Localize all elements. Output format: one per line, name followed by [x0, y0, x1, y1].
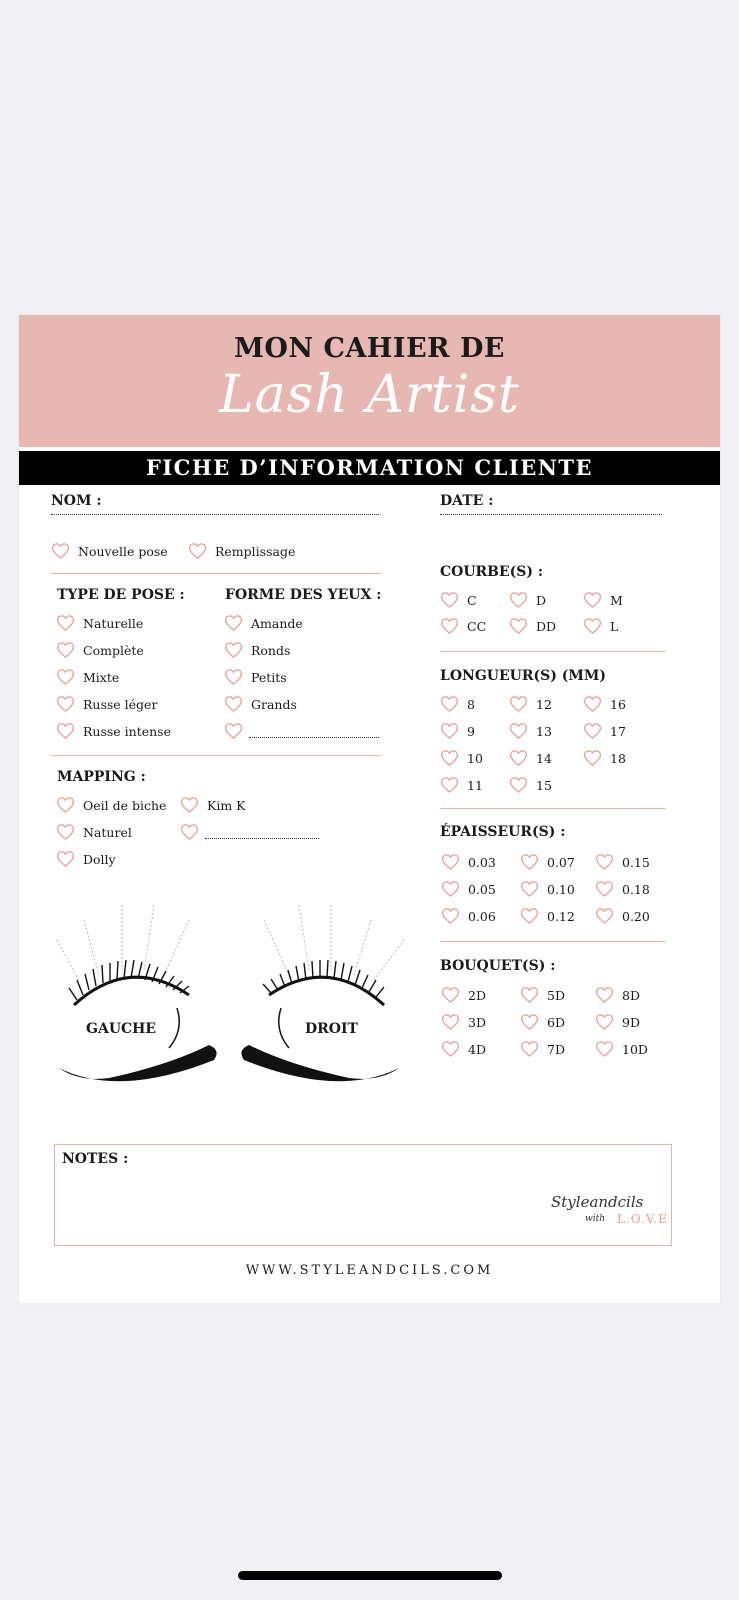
- option-label: DD: [536, 618, 557, 634]
- option-label: M: [610, 592, 623, 608]
- option-complete[interactable]: [56, 640, 144, 660]
- other-mapping-field[interactable]: [205, 838, 319, 839]
- option-label: Petits: [251, 669, 287, 685]
- option-label: 14: [536, 750, 552, 766]
- option-label: Ronds: [251, 642, 291, 658]
- epaisseur-label: ÉPAISSEUR(S) :: [440, 824, 566, 840]
- option-epaisseur-015[interactable]: [595, 852, 650, 872]
- header-script-title: Lash Artist: [219, 365, 520, 425]
- heart-checkbox-icon: [440, 591, 459, 609]
- option-label: 12: [536, 696, 552, 712]
- heart-checkbox-icon: [520, 986, 539, 1004]
- heart-checkbox-icon: [56, 722, 75, 740]
- heart-checkbox-icon: [224, 614, 243, 632]
- option-bouquet-10d[interactable]: [595, 1039, 648, 1059]
- heart-checkbox-icon: [56, 641, 75, 659]
- signature-logo: Styleandcils: [551, 1193, 644, 1211]
- longueur-label: LONGUEUR(S) (MM): [440, 668, 606, 684]
- heart-checkbox-icon: [583, 695, 602, 713]
- option-oeil-de-biche[interactable]: [56, 795, 166, 815]
- option-label: Naturelle: [83, 615, 144, 631]
- date-field[interactable]: [440, 514, 662, 515]
- heart-checkbox-icon: [441, 907, 460, 925]
- heart-checkbox-icon: [56, 695, 75, 713]
- option-courbe-c[interactable]: [440, 590, 477, 610]
- option-dolly[interactable]: [56, 849, 116, 869]
- heart-checkbox-icon: [224, 641, 243, 659]
- option-bouquet-5d[interactable]: [520, 985, 565, 1005]
- checkbox-label: Nouvelle pose: [78, 543, 168, 559]
- option-label: C: [467, 592, 477, 608]
- checkbox-refill[interactable]: [188, 541, 295, 561]
- option-bouquet-7d[interactable]: [520, 1039, 565, 1059]
- option-courbe-l[interactable]: [583, 616, 618, 636]
- left-eye-label: GAUCHE: [86, 1021, 157, 1037]
- option-bouquet-4d[interactable]: [441, 1039, 486, 1059]
- heart-checkbox-icon: [509, 722, 528, 740]
- option-bouquet-8d[interactable]: [595, 985, 640, 1005]
- heart-checkbox-icon: [583, 749, 602, 767]
- signature-sub: with: [585, 1214, 605, 1224]
- heart-checkbox-icon: [56, 614, 75, 632]
- option-petits[interactable]: [224, 667, 287, 687]
- option-bouquet-3d[interactable]: [441, 1012, 486, 1032]
- option-epaisseur-005[interactable]: [441, 879, 496, 899]
- option-longueur-16[interactable]: [583, 694, 626, 714]
- option-label: 0.15: [622, 854, 650, 870]
- option-courbe-m[interactable]: [583, 590, 623, 610]
- heart-checkbox-icon: [224, 668, 243, 686]
- other-eye-shape-field[interactable]: [249, 737, 379, 738]
- option-label: Complète: [83, 642, 144, 658]
- option-epaisseur-012[interactable]: [520, 906, 575, 926]
- heart-checkbox-icon: [440, 749, 459, 767]
- heart-checkbox-icon: [56, 668, 75, 686]
- forme-des-yeux-label: FORME DES YEUX :: [225, 587, 382, 603]
- option-label: 0.10: [547, 881, 575, 897]
- option-label: 0.07: [547, 854, 575, 870]
- option-label: 10D: [622, 1041, 648, 1057]
- option-other-eye-shape[interactable]: [224, 721, 251, 741]
- name-field[interactable]: [51, 514, 379, 515]
- divider: [440, 941, 666, 942]
- option-label: 0.05: [468, 881, 496, 897]
- heart-checkbox-icon: [595, 853, 614, 871]
- option-label: Grands: [251, 696, 297, 712]
- option-other-mapping[interactable]: [180, 822, 207, 842]
- home-indicator[interactable]: [238, 1571, 502, 1580]
- option-epaisseur-018[interactable]: [595, 879, 650, 899]
- notes-label: NOTES :: [62, 1151, 129, 1167]
- name-label: NOM :: [51, 493, 102, 509]
- option-kim-k[interactable]: [180, 795, 246, 815]
- option-label: 7D: [547, 1041, 565, 1057]
- option-longueur-18[interactable]: [583, 748, 626, 768]
- option-label: 17: [610, 723, 626, 739]
- heart-checkbox-icon: [520, 1013, 539, 1031]
- heart-checkbox-icon: [188, 542, 207, 560]
- heart-checkbox-icon: [440, 617, 459, 635]
- checkbox-label: Remplissage: [215, 543, 296, 559]
- heart-checkbox-icon: [441, 1040, 460, 1058]
- heart-checkbox-icon: [595, 880, 614, 898]
- heart-checkbox-icon: [595, 907, 614, 925]
- option-label: 4D: [468, 1041, 486, 1057]
- heart-checkbox-icon: [441, 1013, 460, 1031]
- heart-checkbox-icon: [520, 880, 539, 898]
- option-bouquet-9d[interactable]: [595, 1012, 640, 1032]
- divider: [440, 808, 666, 809]
- option-ronds[interactable]: [224, 640, 290, 660]
- option-label: 18: [610, 750, 626, 766]
- divider: [51, 755, 381, 756]
- option-bouquet-6d[interactable]: [520, 1012, 565, 1032]
- heart-checkbox-icon: [56, 850, 75, 868]
- option-label: 3D: [468, 1014, 486, 1030]
- option-label: Russe léger: [83, 696, 158, 712]
- option-russe-intense[interactable]: [56, 721, 171, 741]
- heart-checkbox-icon: [509, 695, 528, 713]
- header-banner: [19, 315, 720, 447]
- signature-love: L.O.V.E: [617, 1212, 668, 1226]
- option-label: Russe intense: [83, 723, 171, 739]
- heart-checkbox-icon: [180, 796, 199, 814]
- website-url: WWW.STYLEANDCILS.COM: [245, 1263, 494, 1278]
- client-information-sheet: [19, 315, 720, 1303]
- option-epaisseur-010[interactable]: [520, 879, 575, 899]
- option-longueur-13[interactable]: [509, 721, 552, 741]
- heart-checkbox-icon: [595, 1013, 614, 1031]
- option-courbe-d[interactable]: [509, 590, 546, 610]
- header-title: MON CAHIER DE: [234, 333, 505, 364]
- heart-checkbox-icon: [520, 907, 539, 925]
- heart-checkbox-icon: [224, 695, 243, 713]
- option-amande[interactable]: [224, 613, 303, 633]
- option-label: 0.12: [547, 908, 575, 924]
- option-longueur-15[interactable]: [509, 775, 552, 795]
- option-longueur-11[interactable]: [440, 775, 483, 795]
- mapping-label: MAPPING :: [57, 769, 146, 785]
- heart-checkbox-icon: [583, 722, 602, 740]
- heart-checkbox-icon: [520, 1040, 539, 1058]
- heart-checkbox-icon: [224, 722, 243, 740]
- heart-checkbox-icon: [56, 796, 75, 814]
- heart-checkbox-icon: [509, 776, 528, 794]
- heart-checkbox-icon: [520, 853, 539, 871]
- heart-checkbox-icon: [51, 542, 70, 560]
- heart-checkbox-icon: [440, 695, 459, 713]
- option-longueur-9[interactable]: [440, 721, 475, 741]
- option-epaisseur-007[interactable]: [520, 852, 575, 872]
- option-label: 9D: [622, 1014, 640, 1030]
- option-epaisseur-003[interactable]: [441, 852, 496, 872]
- option-label: 6D: [547, 1014, 565, 1030]
- heart-checkbox-icon: [441, 986, 460, 1004]
- option-longueur-14[interactable]: [509, 748, 552, 768]
- heart-checkbox-icon: [440, 722, 459, 740]
- option-label: 8: [467, 696, 475, 712]
- option-grands[interactable]: [224, 694, 297, 714]
- option-label: L: [610, 618, 619, 634]
- heart-checkbox-icon: [440, 776, 459, 794]
- option-mixte[interactable]: [56, 667, 119, 687]
- heart-checkbox-icon: [509, 749, 528, 767]
- option-label: Mixte: [83, 669, 120, 685]
- option-naturel[interactable]: [56, 822, 132, 842]
- option-label: Naturel: [83, 824, 132, 840]
- heart-checkbox-icon: [595, 986, 614, 1004]
- option-longueur-10[interactable]: [440, 748, 483, 768]
- option-label: 15: [536, 777, 552, 793]
- divider: [440, 651, 666, 652]
- option-label: 10: [467, 750, 483, 766]
- checkbox-new-set[interactable]: [51, 541, 168, 561]
- heart-checkbox-icon: [509, 591, 528, 609]
- heart-checkbox-icon: [441, 880, 460, 898]
- option-label: 0.18: [622, 881, 650, 897]
- option-label: 9: [467, 723, 475, 739]
- option-courbe-cc[interactable]: [440, 616, 486, 636]
- heart-checkbox-icon: [56, 823, 75, 841]
- right-eye-label: DROIT: [305, 1021, 358, 1037]
- option-label: 2D: [468, 987, 486, 1003]
- option-epaisseur-006[interactable]: [441, 906, 496, 926]
- heart-checkbox-icon: [509, 617, 528, 635]
- option-label: 0.06: [468, 908, 496, 924]
- option-label: 5D: [547, 987, 565, 1003]
- option-epaisseur-020[interactable]: [595, 906, 650, 926]
- divider: [51, 573, 381, 574]
- option-label: 13: [536, 723, 552, 739]
- option-label: 16: [610, 696, 626, 712]
- heart-checkbox-icon: [583, 617, 602, 635]
- option-bouquet-2d[interactable]: [441, 985, 486, 1005]
- bouquet-label: BOUQUET(S) :: [440, 958, 556, 974]
- option-longueur-8[interactable]: [440, 694, 475, 714]
- option-longueur-17[interactable]: [583, 721, 626, 741]
- option-russe-leger[interactable]: [56, 694, 157, 714]
- heart-checkbox-icon: [441, 853, 460, 871]
- option-label: Dolly: [83, 851, 116, 867]
- option-label: CC: [467, 618, 487, 634]
- option-label: Amande: [251, 615, 303, 631]
- option-courbe-dd[interactable]: [509, 616, 556, 636]
- option-longueur-12[interactable]: [509, 694, 552, 714]
- option-label: 8D: [622, 987, 640, 1003]
- courbe-label: COURBE(S) :: [440, 564, 544, 580]
- heart-checkbox-icon: [583, 591, 602, 609]
- option-label: 11: [467, 777, 483, 793]
- heart-checkbox-icon: [180, 823, 199, 841]
- sheet-subtitle: FICHE D’INFORMATION CLIENTE: [19, 451, 720, 485]
- heart-checkbox-icon: [595, 1040, 614, 1058]
- type-de-pose-label: TYPE DE POSE :: [57, 587, 185, 603]
- date-label: DATE :: [440, 493, 494, 509]
- option-label: 0.20: [622, 908, 650, 924]
- lash-mapping-eyes-diagram: [49, 900, 409, 1110]
- option-label: 0.03: [468, 854, 496, 870]
- option-label: Kim K: [207, 797, 246, 813]
- option-label: Oeil de biche: [83, 797, 167, 813]
- option-naturelle[interactable]: [56, 613, 143, 633]
- option-label: D: [536, 592, 547, 608]
